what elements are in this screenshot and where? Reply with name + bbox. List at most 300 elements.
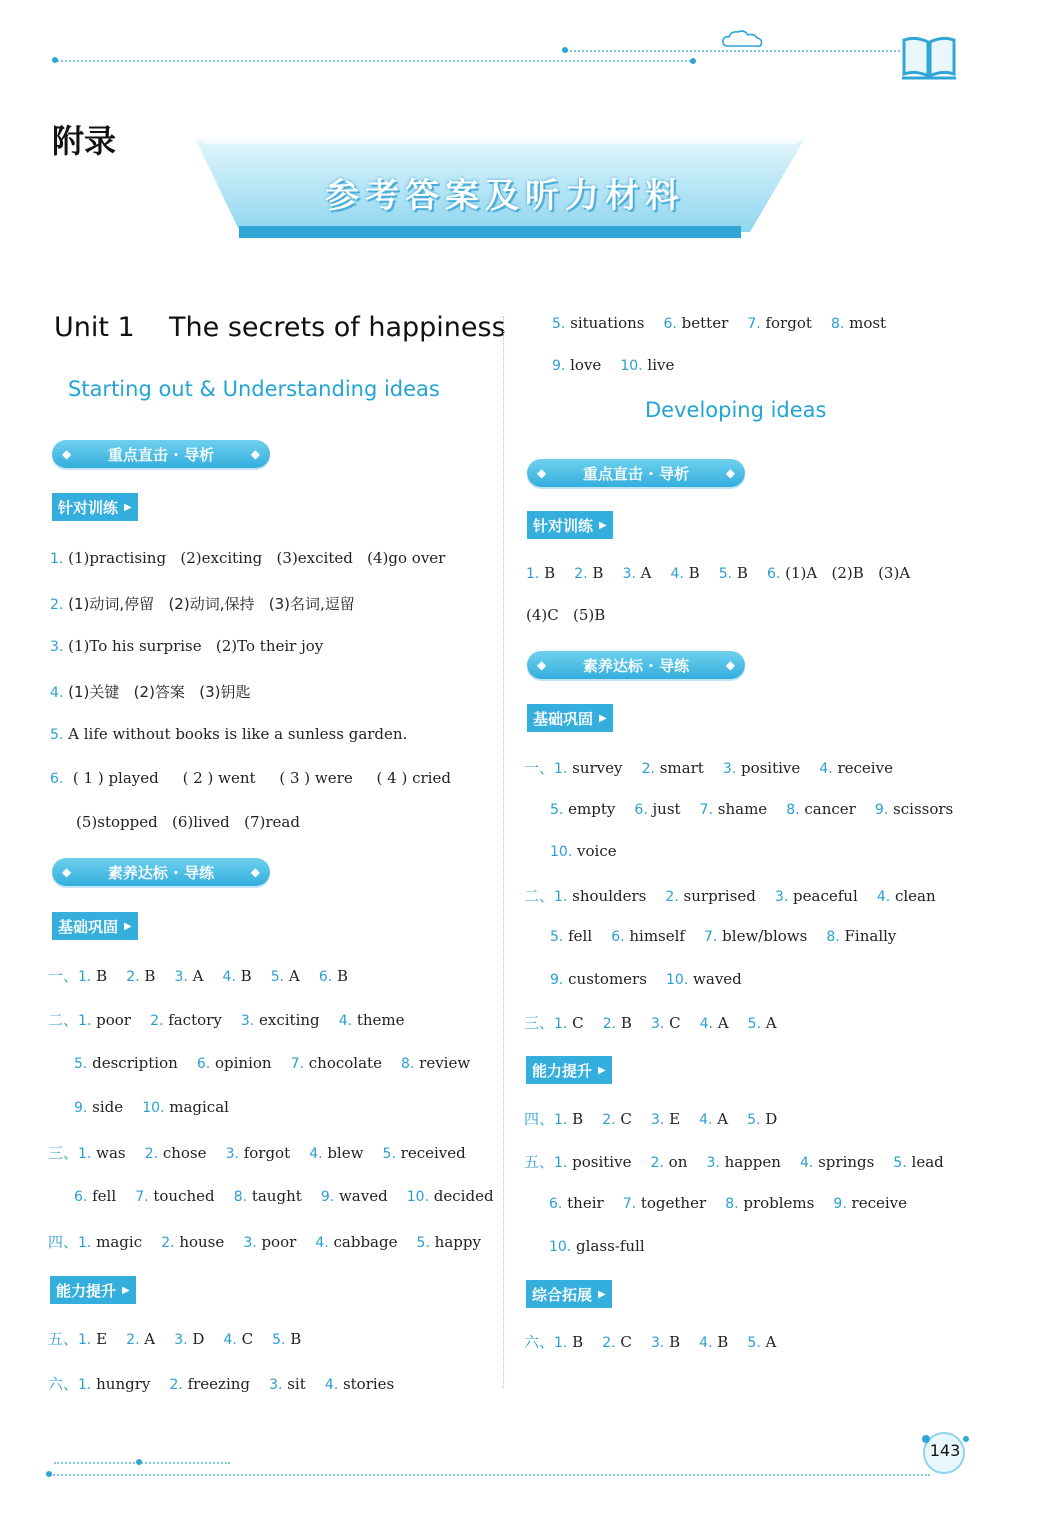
item-number: 1.: [526, 566, 540, 582]
triangle-right-icon: ▶: [124, 920, 132, 932]
item-number: 9.: [833, 1196, 847, 1212]
item-number: 5.: [747, 1335, 761, 1351]
answer-text: B: [539, 564, 575, 582]
item-number: 7.: [704, 929, 718, 945]
item-number: 1.: [78, 1146, 92, 1163]
item-number: 1.: [554, 1016, 568, 1032]
item-number: 6.: [766, 566, 781, 582]
banner-title: 参考答案及听力材料: [325, 176, 685, 216]
answer-text: positive: [736, 759, 820, 777]
item-number: 1.: [554, 1155, 568, 1171]
item-number: 6.: [74, 1188, 88, 1205]
answer-text: live: [642, 356, 684, 374]
item-number: 3.: [774, 888, 789, 905]
triangle-right-icon: ▶: [599, 519, 607, 531]
answer-text: B: [567, 1333, 603, 1351]
answer-text: just: [647, 799, 700, 818]
footer-dotted-line-left: [54, 1462, 230, 1464]
item-number: 5.: [550, 801, 564, 818]
tag-label: 综合拓展: [532, 1285, 593, 1304]
item-number: 4.: [699, 1112, 713, 1128]
item-number: 2.: [150, 1013, 164, 1030]
item-number: 4.: [799, 1155, 814, 1171]
answer-line: [74, 1054, 480, 1072]
answer-text: (5)stopped (6)lived (7)read: [76, 813, 310, 831]
answer-text: sit: [282, 1375, 325, 1393]
answer-line: [74, 1187, 503, 1205]
item-number: 8.: [401, 1055, 415, 1072]
triangle-right-icon: ▶: [122, 1284, 130, 1296]
section-prefix: 三、: [524, 1014, 555, 1032]
answer-text: on: [663, 1153, 707, 1171]
page-number: 143: [929, 1441, 961, 1460]
answer-text: stories: [338, 1375, 404, 1393]
tag-ability-left: [50, 1276, 136, 1304]
answer-text: forgot: [760, 314, 831, 332]
answer-text: taught: [247, 1186, 321, 1205]
cloud-icon: [720, 28, 764, 50]
answer-text: B: [712, 1333, 748, 1351]
item-number: 10.: [550, 844, 573, 860]
triangle-right-icon: ▶: [599, 712, 607, 724]
header-dotted-line-left: [54, 60, 694, 62]
answer-line: [48, 1328, 311, 1349]
item-number: 6.: [318, 969, 333, 985]
answer-text: forgot: [238, 1144, 310, 1163]
answer-text: customers: [563, 969, 666, 988]
item-number: 3.: [269, 1377, 283, 1393]
answer-text: peaceful: [788, 886, 877, 905]
tag-comprehensive-right: [526, 1280, 612, 1308]
answer-text: surprised: [678, 886, 775, 905]
answer-text: B: [587, 564, 623, 582]
item-number: 2.: [650, 1155, 664, 1171]
section-title-left: Starting out & Understanding ideas: [68, 377, 440, 401]
pill-label: 重点直击 · 导析: [582, 464, 690, 483]
item-number: 1.: [78, 1377, 92, 1393]
footer-dotted-line-bottom: [50, 1474, 930, 1476]
item-number: 2.: [161, 1234, 175, 1251]
answer-text: waved: [688, 969, 752, 988]
item-number: 7.: [699, 801, 714, 818]
answer-text: shame: [713, 799, 787, 818]
item-number: 3.: [240, 1013, 255, 1030]
answer-text: empty: [563, 799, 635, 818]
item-number: 9.: [74, 1099, 88, 1116]
answer-text: D: [187, 1330, 224, 1348]
item-number: 4.: [324, 1377, 339, 1393]
answer-text: (1)A (2)B (3)A: [780, 564, 920, 582]
item-number: 2.: [169, 1377, 183, 1393]
item-number: 1.: [78, 1013, 92, 1030]
header-dot: [690, 58, 696, 64]
item-number: 10.: [142, 1099, 165, 1116]
answer-line: [526, 564, 920, 582]
answer-text: was: [91, 1144, 145, 1163]
diamond-icon: ◆: [62, 447, 72, 461]
item-number: 2.: [144, 1146, 159, 1163]
item-number: 5.: [74, 1055, 88, 1072]
answer-line: [524, 885, 945, 906]
answer-text: opinion: [210, 1053, 291, 1072]
answer-line: [552, 314, 896, 332]
item-number: 2.: [574, 566, 588, 582]
tag-targeted-training-right: [527, 511, 613, 539]
answer-text: most: [844, 314, 896, 332]
item-number: 5.: [747, 1112, 761, 1128]
answer-text: chose: [158, 1144, 226, 1163]
item-number: 4.: [223, 1332, 237, 1348]
answer-text: fell: [563, 927, 612, 945]
answer-line: [526, 606, 615, 624]
answer-line: [48, 1373, 404, 1394]
answer-text: A: [139, 1330, 175, 1348]
answer-line: [48, 965, 358, 986]
answer-text: survey: [567, 759, 642, 777]
answer-text: receive: [846, 1194, 917, 1212]
item-number: 6.: [549, 1196, 563, 1212]
item-number: 2.: [126, 1332, 140, 1348]
answer-text: D: [760, 1110, 787, 1128]
answer-text: clean: [890, 886, 946, 905]
item-number: 5.: [552, 316, 566, 332]
answer-line: [74, 1098, 238, 1116]
item-number: 3.: [174, 969, 188, 985]
item-number: 5.: [50, 727, 64, 743]
item-number: 1.: [78, 1332, 92, 1348]
pill-literacy-right: [527, 651, 745, 679]
answer-text: waved: [334, 1186, 407, 1205]
item-number: 2.: [50, 597, 64, 613]
answer-text: factory: [163, 1011, 241, 1030]
answer-text: receive: [832, 759, 903, 777]
answer-text: B: [567, 1110, 603, 1128]
item-number: 10.: [406, 1188, 430, 1205]
answer-line: [50, 593, 364, 614]
item-number: 9.: [874, 801, 889, 818]
answer-text: touched: [148, 1186, 234, 1205]
item-number: 5.: [416, 1234, 430, 1251]
answer-line: [549, 1237, 654, 1255]
item-number: 6.: [196, 1055, 211, 1072]
section-prefix: 六、: [524, 1333, 555, 1351]
item-number: 3.: [650, 1112, 665, 1128]
item-number: 5.: [382, 1146, 396, 1163]
tag-label: 针对训练: [533, 516, 594, 535]
diamond-icon: ◆: [250, 865, 260, 879]
answer-line: [550, 927, 906, 945]
answer-text: received: [395, 1144, 476, 1163]
section-prefix: 四、: [524, 1110, 555, 1128]
answer-text: shoulders: [567, 886, 666, 905]
answer-line: [50, 725, 417, 743]
item-number: 4.: [315, 1234, 329, 1251]
section-title-right: Developing ideas: [645, 398, 827, 422]
footer-dot: [46, 1471, 52, 1477]
answer-text: B: [235, 967, 271, 985]
answer-line: [552, 356, 684, 374]
item-number: 5.: [718, 566, 733, 582]
item-number: 3.: [174, 1332, 188, 1348]
section-prefix: 一、: [524, 759, 555, 777]
answer-line: [50, 769, 460, 787]
item-number: 4.: [222, 969, 236, 985]
pill-label: 素养达标 · 导练: [582, 656, 690, 675]
pill-key-points-right: [527, 459, 745, 487]
answer-text: C: [236, 1330, 273, 1348]
answer-text: side: [87, 1097, 143, 1116]
item-number: 9.: [320, 1188, 335, 1205]
answer-text: problems: [738, 1194, 834, 1212]
answer-text: review: [414, 1053, 480, 1072]
answer-text: ( 1 ) played ( 2 ) went ( 3 ) were ( 4 ) cried: [63, 769, 461, 787]
tag-ability-right: [526, 1056, 612, 1084]
answer-text: love: [565, 356, 621, 374]
triangle-right-icon: ▶: [598, 1064, 606, 1076]
item-number: 4.: [699, 1016, 713, 1032]
answer-text: B: [616, 1014, 651, 1032]
item-number: 7.: [747, 316, 761, 332]
answer-text: decided: [429, 1186, 504, 1205]
tag-label: 能力提升: [56, 1281, 117, 1300]
item-number: 8.: [786, 801, 800, 818]
item-number: 4.: [50, 685, 64, 701]
diamond-icon: ◆: [537, 658, 547, 672]
answer-text: A: [635, 564, 671, 582]
answer-text: C: [615, 1333, 651, 1351]
unit-title: Unit 1 The secrets of happiness: [54, 312, 506, 343]
answer-text: together: [636, 1194, 726, 1212]
item-number: 4.: [309, 1146, 323, 1163]
item-number: 1.: [78, 969, 92, 985]
answer-line: [50, 637, 333, 655]
item-number: 5.: [550, 929, 564, 945]
diamond-icon: ◆: [62, 865, 72, 879]
tag-label: 基础巩固: [533, 709, 594, 728]
answer-text: (1)To his surprise (2)To their joy: [63, 637, 333, 655]
tag-label: 基础巩固: [58, 917, 119, 936]
section-prefix: 四、: [48, 1232, 79, 1251]
section-prefix: 五、: [524, 1153, 555, 1171]
item-number: 3.: [50, 639, 64, 655]
answer-text: Finally: [839, 927, 906, 945]
answer-text: himself: [624, 927, 705, 945]
answer-text: C: [664, 1014, 700, 1032]
section-prefix: 一、: [48, 967, 79, 985]
answer-text: A: [712, 1110, 748, 1128]
item-number: 8.: [830, 316, 845, 332]
answer-text: smart: [654, 759, 723, 777]
item-number: 4.: [338, 1013, 353, 1030]
answer-text: cabbage: [328, 1232, 417, 1251]
item-number: 5.: [893, 1155, 907, 1171]
answer-line: [550, 842, 626, 860]
answer-text: B: [285, 1330, 311, 1348]
answer-text: situations: [565, 314, 664, 332]
diamond-icon: ◆: [537, 466, 547, 480]
answer-text: voice: [572, 842, 627, 860]
answer-line: [48, 1142, 475, 1163]
item-number: 8.: [826, 929, 840, 945]
answer-text: description: [87, 1053, 197, 1072]
pill-key-points-left: [52, 440, 270, 468]
item-number: 3.: [225, 1146, 239, 1163]
answer-text: poor: [256, 1232, 316, 1251]
item-number: 7.: [622, 1196, 637, 1212]
item-number: 10.: [666, 971, 689, 988]
section-prefix: 六、: [48, 1375, 79, 1393]
item-number: 8.: [725, 1196, 739, 1212]
tag-basic-consolidation-right: [527, 704, 613, 732]
answer-text: C: [615, 1110, 651, 1128]
item-number: 6.: [634, 801, 648, 818]
answer-line: [524, 1151, 953, 1172]
item-number: 9.: [550, 971, 564, 988]
answer-text: poor: [91, 1011, 151, 1030]
diamond-icon: ◆: [725, 658, 735, 672]
section-prefix: 五、: [48, 1330, 79, 1348]
tag-basic-consolidation-left: [52, 912, 138, 940]
answer-line: [48, 1009, 414, 1030]
item-number: 1.: [554, 1335, 568, 1351]
answer-text: B: [91, 967, 127, 985]
item-number: 4.: [876, 888, 891, 905]
answer-text: magical: [164, 1097, 239, 1116]
item-number: 1.: [78, 1234, 92, 1251]
section-prefix: 二、: [524, 886, 555, 905]
item-number: 4.: [819, 761, 833, 777]
item-number: 4.: [670, 566, 684, 582]
item-number: 3.: [706, 1155, 720, 1171]
item-number: 2.: [641, 761, 655, 777]
header-dot: [52, 57, 58, 63]
answer-text: theme: [352, 1011, 415, 1030]
answer-text: B: [664, 1333, 700, 1351]
answer-text: (1)practising (2)exciting (3)excited (4)go over: [63, 549, 455, 567]
item-number: 6.: [663, 316, 677, 332]
answer-line: [76, 813, 309, 831]
item-number: 7.: [135, 1188, 149, 1205]
answer-text: positive: [567, 1153, 651, 1171]
item-number: 8.: [233, 1188, 248, 1205]
answer-text: B: [683, 564, 719, 582]
answer-text: (4)C (5)B: [526, 606, 615, 624]
item-number: 1.: [554, 761, 568, 777]
answer-line: [50, 549, 455, 567]
item-number: 3.: [722, 761, 737, 777]
item-number: 10.: [620, 358, 643, 374]
answer-line: [524, 757, 903, 778]
item-number: 2.: [602, 1335, 616, 1351]
answer-text: fell: [87, 1186, 136, 1205]
answer-text: lead: [906, 1153, 954, 1171]
answer-line: [50, 681, 260, 702]
answer-line: [48, 1231, 491, 1252]
tag-targeted-training-left: [52, 493, 138, 521]
footer-dot: [136, 1459, 142, 1465]
header-dotted-line-right: [566, 50, 900, 52]
diamond-icon: ◆: [725, 466, 735, 480]
item-number: 3.: [650, 1016, 665, 1032]
answer-line: [524, 1012, 786, 1033]
item-number: 4.: [699, 1335, 713, 1351]
tag-label: 能力提升: [532, 1061, 593, 1080]
item-number: 7.: [290, 1055, 305, 1072]
answer-text: hungry: [91, 1375, 170, 1393]
column-divider: [503, 316, 504, 1388]
answer-text: E: [664, 1110, 700, 1128]
answer-text: blew/blows: [717, 927, 827, 945]
answer-text: happen: [719, 1153, 800, 1171]
item-number: 5.: [270, 969, 285, 985]
item-number: 2.: [602, 1016, 617, 1032]
answer-text: exciting: [254, 1011, 339, 1030]
answer-text: blew: [322, 1144, 383, 1163]
item-number: 2.: [126, 969, 140, 985]
answer-line: [550, 970, 751, 988]
item-number: 3.: [243, 1234, 257, 1251]
item-number: 2.: [602, 1112, 616, 1128]
answer-line: [524, 1108, 787, 1129]
diamond-icon: ◆: [250, 447, 260, 461]
pill-label: 素养达标 · 导练: [107, 863, 215, 882]
item-number: 1.: [554, 888, 568, 905]
answer-text: (1)关键 (2)答案 (3)钥匙: [63, 683, 261, 701]
answer-line: [549, 1194, 917, 1212]
answer-text: better: [676, 314, 748, 332]
item-number: 1.: [50, 551, 64, 567]
item-number: 2.: [665, 888, 679, 905]
answer-text: B: [732, 564, 767, 582]
answer-text: B: [139, 967, 175, 985]
item-number: 6.: [50, 771, 64, 787]
answer-text: A: [761, 1014, 787, 1032]
appendix-label: 附录: [52, 122, 117, 160]
item-number: 3.: [622, 566, 636, 582]
answer-text: glass-full: [571, 1237, 655, 1255]
section-prefix: 二、: [48, 1011, 79, 1030]
answer-text: springs: [813, 1153, 894, 1171]
header-dot: [562, 47, 568, 53]
answer-text: C: [567, 1014, 603, 1032]
item-number: 1.: [554, 1112, 568, 1128]
answer-text: happy: [429, 1232, 491, 1251]
answer-text: chocolate: [304, 1053, 402, 1072]
answer-line: [550, 800, 963, 818]
answer-text: A: [187, 967, 223, 985]
answer-text: freezing: [182, 1375, 270, 1393]
answer-text: A life without books is like a sunless garden.: [63, 725, 417, 743]
pill-literacy-left: [52, 858, 270, 886]
item-number: 6.: [611, 929, 625, 945]
answer-text: house: [174, 1232, 244, 1251]
item-number: 9.: [552, 358, 566, 374]
tag-label: 针对训练: [58, 498, 119, 517]
section-prefix: 三、: [48, 1144, 79, 1163]
item-number: 5.: [272, 1332, 286, 1348]
answer-line: [524, 1331, 786, 1352]
answer-text: (1)动词,停留 (2)动词,保持 (3)名词,逗留: [63, 595, 365, 613]
answer-text: A: [712, 1014, 748, 1032]
pill-label: 重点直击 · 导析: [107, 445, 215, 464]
item-number: 5.: [747, 1016, 762, 1032]
item-number: 10.: [549, 1239, 572, 1255]
item-number: 3.: [650, 1335, 665, 1351]
answer-text: magic: [91, 1232, 162, 1251]
answer-text: their: [562, 1194, 623, 1212]
answer-text: A: [284, 967, 319, 985]
answer-text: cancer: [799, 799, 875, 818]
